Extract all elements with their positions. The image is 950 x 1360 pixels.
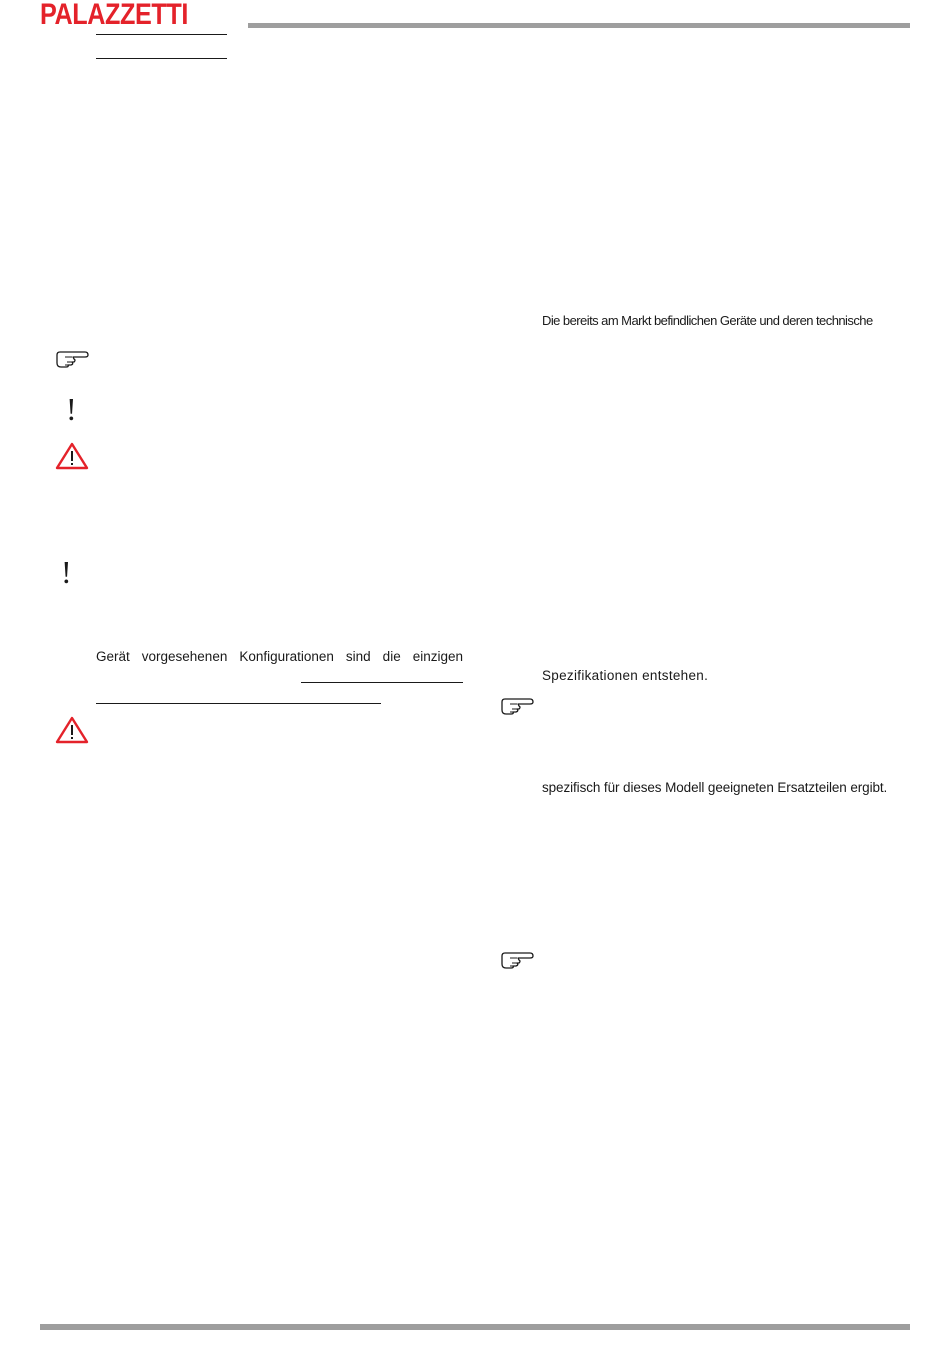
right-line-ersatzteilen: spezifisch für dieses Modell geeigneten Ersatzteilen ergibt. [542, 780, 888, 795]
warning-triangle-icon-2 [55, 716, 89, 744]
right-line-spezifikationen: Spezifikationen entstehen. [542, 668, 709, 683]
exclamation-icon: ! [66, 391, 77, 427]
warning-triangle-icon [55, 442, 89, 470]
brand-logo: PALAZZETTI [40, 0, 188, 31]
logo-underline-top [96, 34, 227, 35]
header-rule [248, 23, 910, 28]
logo-underline-bottom [96, 58, 227, 59]
pointing-hand-icon-3 [500, 950, 536, 970]
left-paragraph-line: Gerät vorgesehenen Konfigurationen sind die einzigen [96, 649, 463, 664]
exclamation-icon-2: ! [61, 554, 72, 590]
footer-rule [40, 1324, 910, 1330]
pointing-hand-icon-2 [500, 696, 536, 716]
right-line-technische: Die bereits am Markt befindlichen Geräte und deren technische [542, 313, 873, 328]
emphasis-underline-1 [301, 682, 463, 683]
pointing-hand-icon [55, 349, 91, 369]
emphasis-underline-2 [96, 703, 381, 704]
